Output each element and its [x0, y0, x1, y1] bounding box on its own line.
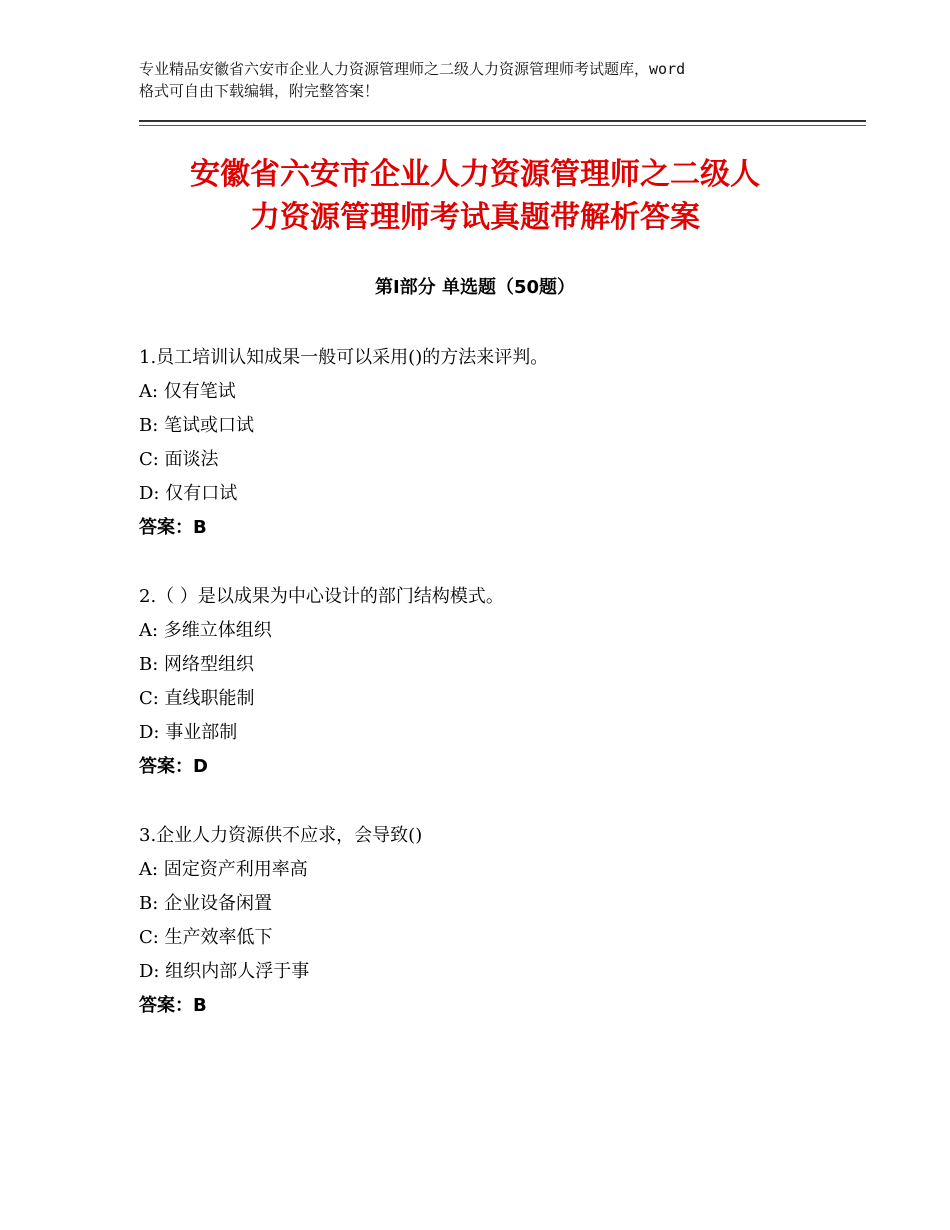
question-stem: 3.企业人力资源供不应求，会导致() [139, 825, 423, 846]
option-c: C: 生产效率低下 [139, 927, 273, 948]
answer: 答案：B [139, 517, 207, 538]
header-note [139, 58, 819, 102]
option-c: C: 面谈法 [139, 449, 219, 470]
document-title-line-1: 安徽省六安市企业人力资源管理师之二级人 [190, 157, 760, 192]
header-note-line-1: 专业精品安徽省六安市企业人力资源管理师之二级人力资源管理师考试题库，word [139, 60, 686, 78]
option-a: A: 仅有笔试 [139, 381, 236, 402]
question-3 [139, 819, 859, 1023]
option-b: B: 企业设备闲置 [139, 893, 273, 914]
option-c: C: 直线职能制 [139, 688, 255, 709]
header-divider-thick [139, 120, 866, 122]
question-stem: 2.（ ）是以成果为中心设计的部门结构模式。 [139, 586, 504, 607]
option-b: B: 网络型组织 [139, 654, 255, 675]
section-title: 第Ⅰ部分 单选题（50题） [374, 277, 575, 298]
option-d: D: 事业部制 [139, 722, 238, 743]
header-note-line-2: 格式可自由下载编辑，附完整答案！ [139, 82, 380, 100]
question-2 [139, 580, 859, 784]
header-divider-thin [139, 125, 866, 126]
answer: 答案：D [139, 756, 208, 777]
question-1 [139, 341, 859, 545]
question-stem: 1.员工培训认知成果一般可以采用()的方法来评判。 [139, 347, 549, 368]
option-a: A: 多维立体组织 [139, 620, 272, 641]
option-b: B: 笔试或口试 [139, 415, 255, 436]
document-title-line-2: 力资源管理师考试真题带解析答案 [250, 200, 700, 235]
option-d: D: 组织内部人浮于事 [139, 961, 310, 982]
option-a: A: 固定资产利用率高 [139, 859, 308, 880]
answer: 答案：B [139, 995, 207, 1016]
option-d: D: 仅有口试 [139, 483, 238, 504]
document-title [60, 153, 890, 239]
